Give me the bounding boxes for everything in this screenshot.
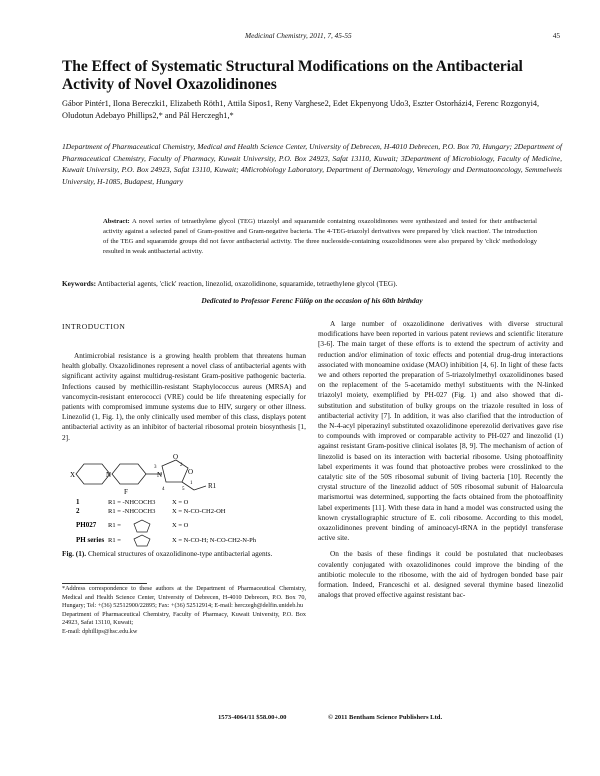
left-column — [62, 351, 306, 443]
abstract — [103, 217, 537, 257]
keywords-text: Antibacterial agents, 'click' reaction, linezolid, oxazolidinone, squaramide, tetraethylene glycol (TEG). — [97, 279, 398, 288]
locant-4: 4 — [162, 487, 165, 492]
compound-x: X = O — [172, 499, 189, 506]
abstract-text: A novel series of tetraethylene glycol (TEG) triazolyl and squaramide containing oxazolidinones were synthesized and tested for their antibacterial activity against a selected panel of Gram-positive and Gram-negative bacteria. The 4-TEG-triazolyl derivatives were prepared by 'click reaction'. The introduction of the TEG and squaramide groups did not favor antibacterial activity. The three nucleoside-containing oxazolidinones were also prepared by 'click' methodology resulted in weak antibacterial activity. — [103, 218, 537, 255]
compound-id: PH series — [76, 536, 105, 544]
compound-x: X = O — [172, 522, 189, 529]
abstract-label: Abstract: — [103, 218, 130, 225]
affiliations: 1Department of Pharmaceutical Chemistry, Medical and Health Science Center, University of Debrecen, H-4010 Debrecen, P.O. Box 70, Hungary; 2Department of Pharmaceutical Chemistry, Faculty of Pharmacy, Kuwait University, P.O. Box 24923, Safat 13110, Kuwait; 3Department of Microbiology, Faculty of Medicine, Kuwait University, P.O. Box 24923, Safat 13110, Kuwait; 4Microbiology Laboratory, Department of Dermatology, Venerology and Dermatooncology, Semmelweis University, H-1085, Budapest, Hungary — [62, 142, 562, 186]
atom-o-ring: O — [188, 468, 194, 476]
compound-id: PH027 — [76, 521, 97, 529]
triazole-ring — [134, 520, 150, 532]
article-title: The Effect of Systematic Structural Modifications on the Antibacterial Activity of Novel Oxazolidinones — [62, 58, 523, 93]
compound-r1: R1 = — [108, 537, 121, 544]
copyright-footer: © 2011 Bentham Science Publishers Ltd. — [328, 714, 443, 721]
locant-3: 3 — [154, 465, 157, 470]
footnote-line: *Address correspondence to these authors at the Department of Pharmaceutical Chemistry, Medical and Health Science Center, University of Debrecen, H-4010 Debrecen, P.O. Box 70, Hungary; Tel: +(36) 52512900/22895; Fax: +(36) 52512914; E-mail: herczegh@delfin.unideb.hu — [62, 585, 306, 610]
compound-r1: R1 = -NHCOCH3 — [108, 508, 156, 515]
journal-header: Medicinal Chemistry, 2011, 7, 45-55 — [245, 31, 352, 40]
compound-x: X = N-CO-CH2-OH — [172, 508, 226, 515]
author-list: Gábor Pintér1, Ilona Bereczki1, Elizabeth Röth1, Attila Sipos1, Reny Varghese2, Edet Ekpenyong Udo3, Eszter Ostorházi4, Ferenc Rozgonyi4, Oludotun Adebayo Phillips2,* and Pál Herczegh1,* — [62, 99, 540, 120]
atom-n-piperazine: N — [106, 471, 112, 479]
morpholine-ring — [76, 464, 110, 484]
compound-id: 1 — [76, 498, 80, 506]
intro-paragraph-left: Antimicrobial resistance is a growing health problem that threatens human health globally. Oxazolidinones represent a novel class of antibacterial agents with significant activity against multidrug-resistant Gram-positive pathogenic bacteria. Infections caused by methicillin-resistant Staphylococcus aureus (MRSA) and vancomycin-resistant enterococci (VRE) could be life threatening especially for patients with compromised immune systems due to HIV, surgery or other illness. Linezolid (1, Fig. 1), the only clinically used member of this class, displays potent antibacterial activity as an inhibitor of bacterial ribosomal protein biosynthesis [1, 2]. — [62, 351, 306, 442]
correspondence-footnote — [62, 585, 306, 637]
footnote-line: Department of Pharmaceutical Chemistry, Faculty of Pharmacy, Kuwait University, P.O. Box 24923, Safat 13110, Kuwait; — [62, 610, 306, 627]
footnote-divider — [62, 583, 147, 584]
intro-paragraph-right-1: A large number of oxazolidinone derivatives with diverse structural modifications have been reported in various patent reviews and scientific literature [3-6]. The main target of these efforts is to extend the spectrum of activity and reduction and/or elimination of toxic effects and potential drug-drug interactions associated with monoamine oxidase (MAO) inhibition [4, 6]. In light of these facts we and others reported the preparation of 5-triazolylmethyl oxazolidinones based on the replacement of the 5-acetamido methyl substituents with the N-linked triazolyl moiety, exemplified by PH-027 (Fig. 1) and also showed that di-substitution and substitution of bulky groups on the triazole resulted in loss of antibacterial activity [7]. In addition, it was also clarified that the introduction of the N-4-acyl piperazinyl substituted oxazolidinone eperezolid derivatives gave rise to compounds with improved or comparable activity to PH-027 and linezolid (1) against resistant Gram-positive clinical isolates [8, 9]. The mechanism of action of linezolid is based on its interaction with bacterial ribosome. Using photoaffinity label experiments it was found that photoactive probes were crosslinked to the catalytic site of the 50S ribosomal subunit of living bacteria [10]. Recently the crystal structure of the linezolid adduct of 50S ribosomal subunit of Haloarcula marismortui was determined, supporting the facts obtained from the photoaffinity label experiments [11]. With these data in hand a model was constructed using the known crystallographic structure of E. coli ribosome. According to this model, oxazolidinones prevent binding of aminoacyl-tRNA in the peptidyl transferase active site. — [318, 319, 563, 543]
compound-x: X = N-CO-H; N-CO-CH2-N-Ph — [172, 537, 257, 544]
atom-r1: R1 — [208, 482, 217, 490]
atom-n-oxazolidinone: N — [157, 471, 163, 479]
page-number: 45 — [552, 31, 560, 40]
issn-footer: 1573-4064/11 $58.00+.00 — [218, 714, 287, 721]
triazole-ring — [134, 535, 150, 546]
right-column — [318, 319, 563, 600]
side-chain-bond-2 — [194, 486, 206, 490]
locant-1: 1 — [190, 481, 193, 486]
figure-caption — [62, 549, 306, 559]
intro-paragraph-right-2: On the basis of these findings it could be postulated that nucleobases covalently conjugated with oxazolidinones could improve the binding of the antibiotic molecule to the ribosome, with the aid of hydrogen bonded base pair formation. Indeed, Franceschi et al. designed several thymine based linezolid analogs that proved effective against resistant bac- — [318, 549, 563, 600]
dedication: Dedicated to Professor Ferenc Fülöp on the occasion of his 60th birthday — [201, 296, 423, 305]
section-heading-introduction: INTRODUCTION — [62, 322, 126, 331]
figure-caption-text: Chemical structures of oxazolidinone-type antibacterial agents. — [87, 549, 273, 558]
compound-r1: R1 = — [108, 522, 121, 529]
atom-o-carbonyl: O — [173, 453, 179, 461]
phenyl-ring — [112, 464, 146, 484]
figure-caption-label: Fig. (1). — [62, 549, 87, 558]
compound-id: 2 — [76, 507, 80, 515]
chemical-structure-figure — [62, 453, 306, 546]
footnote-line: E-mail: dphillips@hsc.edu.kw — [62, 627, 138, 635]
atom-f: F — [124, 488, 128, 496]
locant-5: 5 — [182, 487, 185, 492]
oxazolidinone-ring — [162, 460, 188, 482]
keywords — [62, 279, 562, 289]
atom-x: X — [70, 471, 76, 479]
keywords-label: Keywords: — [62, 279, 97, 288]
locant-2: 2 — [180, 463, 183, 468]
compound-r1: R1 = -NHCOCH3 — [108, 499, 156, 506]
